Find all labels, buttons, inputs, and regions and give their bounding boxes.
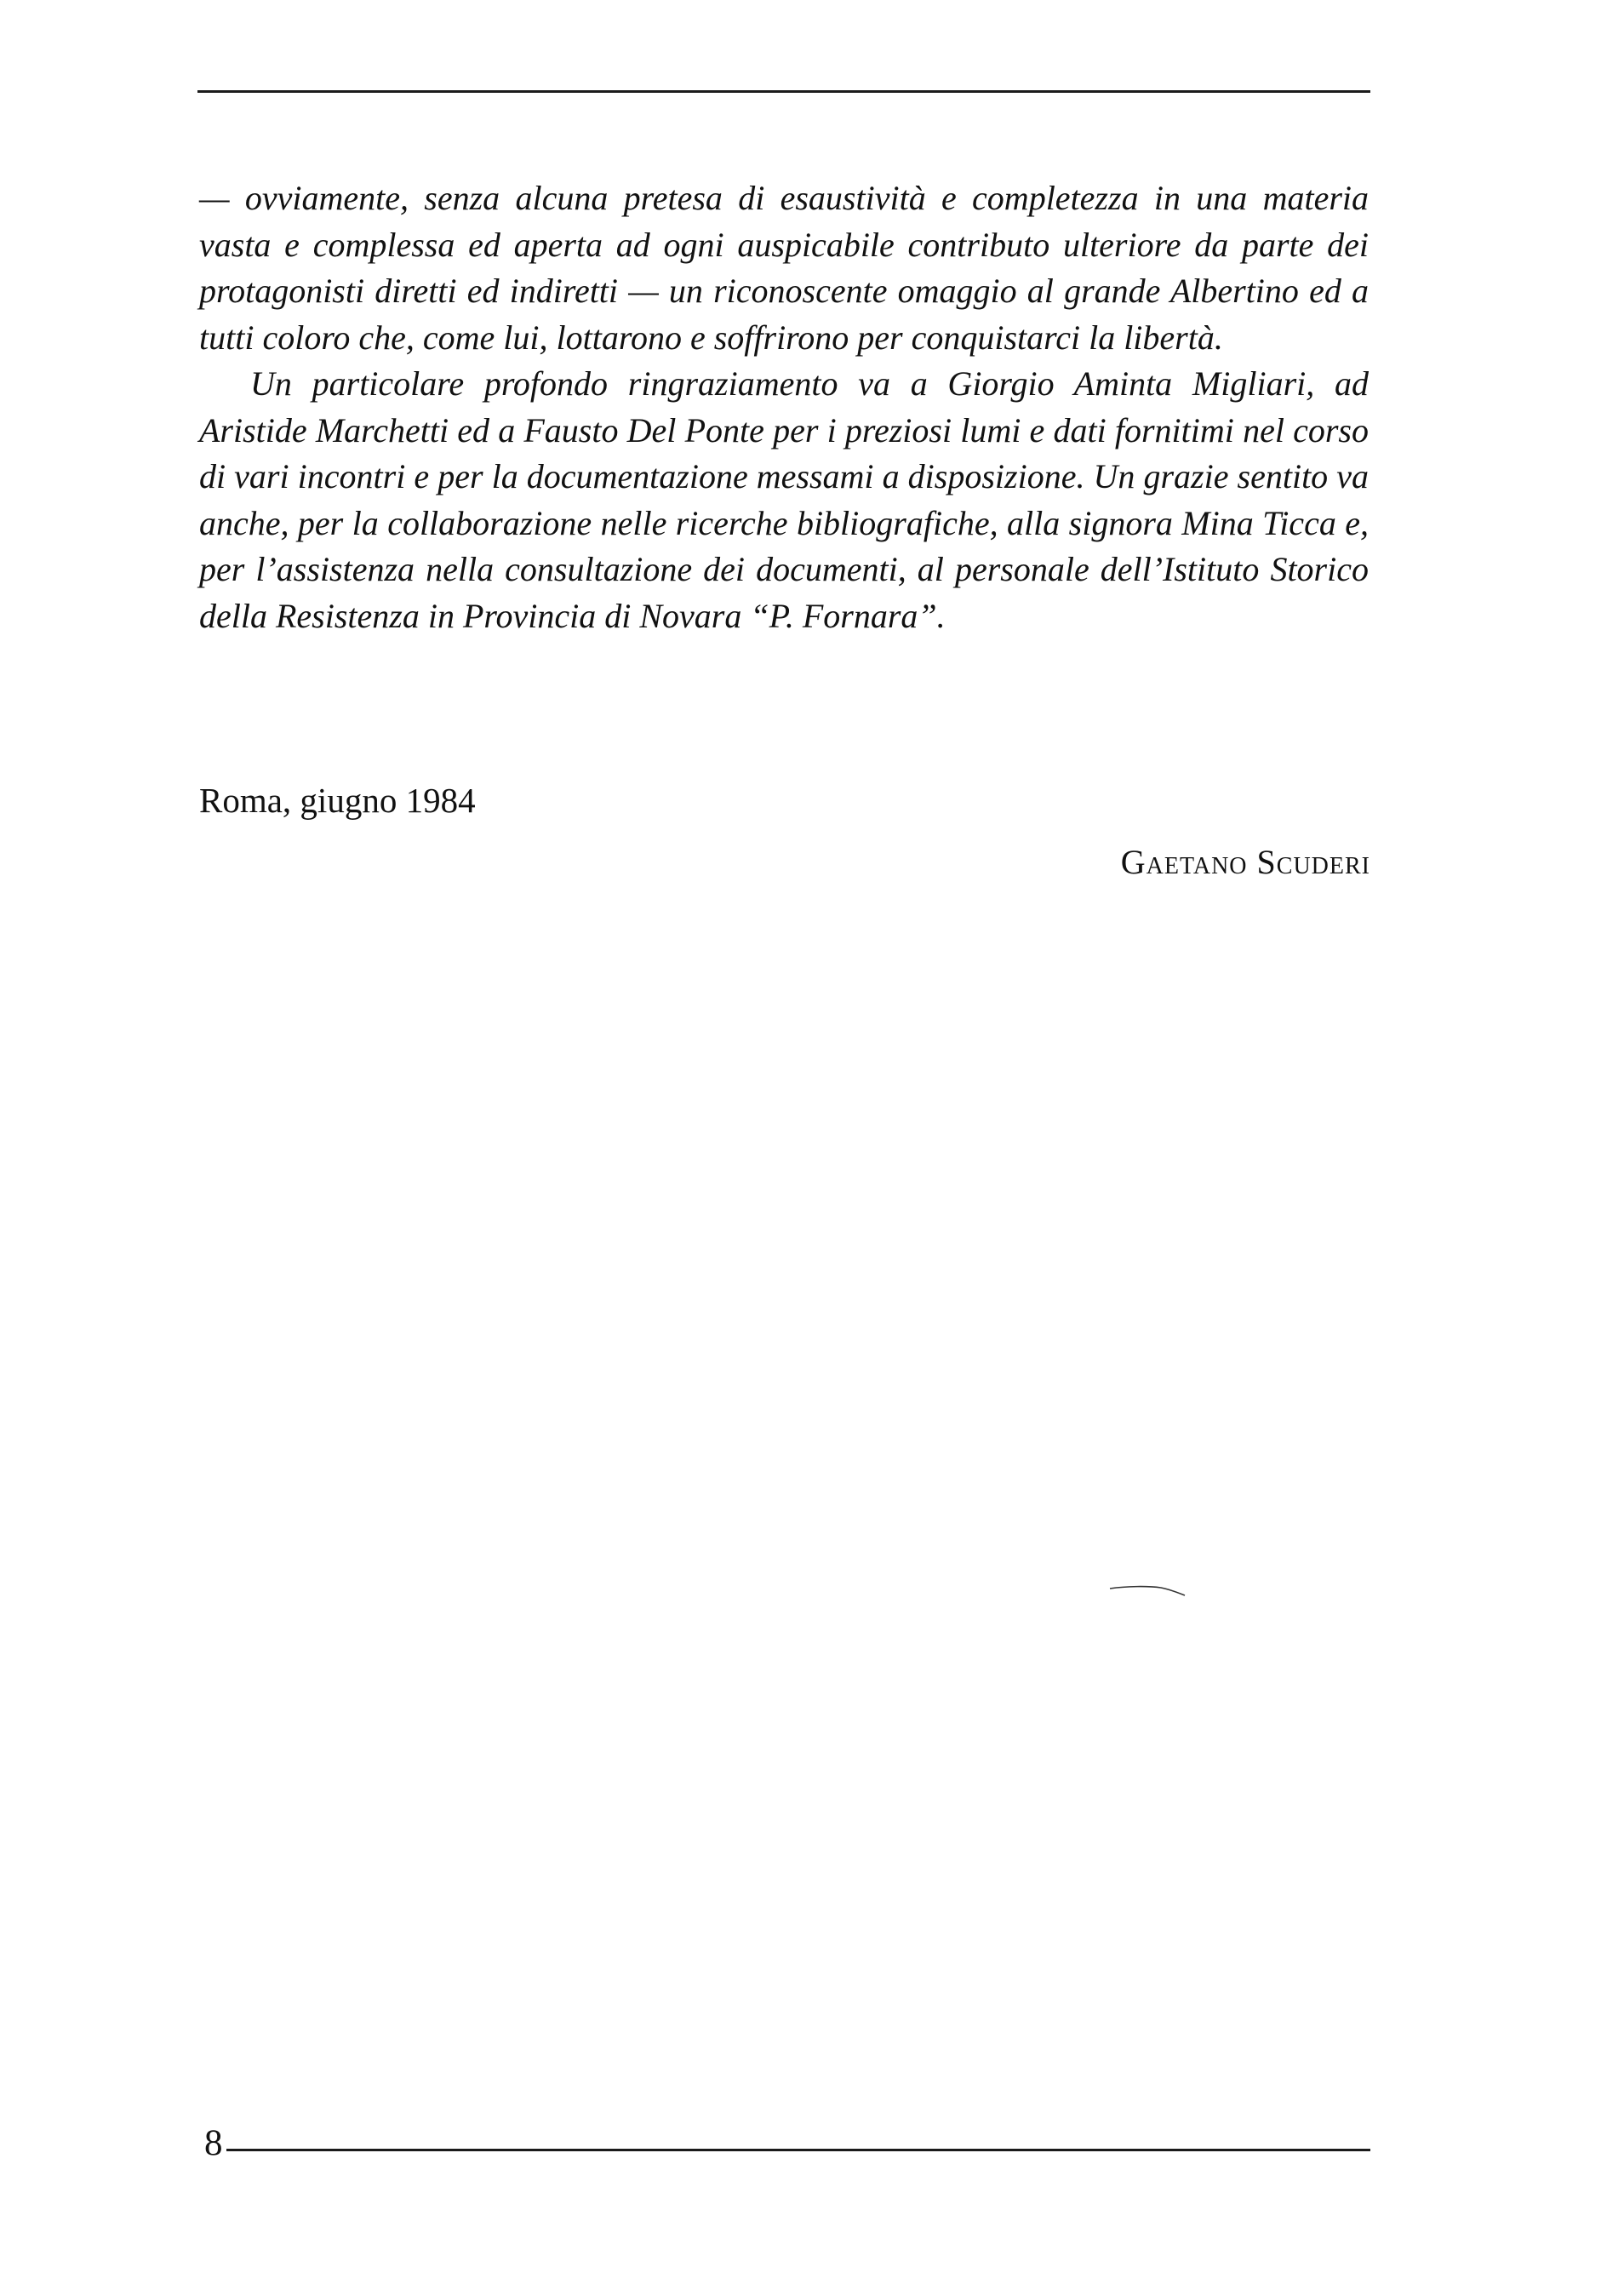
bottom-rule	[226, 2149, 1371, 2151]
ink-smudge	[1108, 1583, 1187, 1597]
main-text	[199, 175, 1369, 639]
top-rule	[197, 90, 1370, 93]
page-number: 8	[204, 2123, 223, 2163]
place-date: Roma, giugno 1984	[199, 781, 476, 820]
paragraph-1: — ovviamente, senza alcuna pretesa di esaustività e completezza in una materia vasta e complessa ed aperta ad ogni auspicabile contributo ulteriore da parte dei protagonisti diretti ed indiretti — un riconoscente omaggio al grande Albertino ed a tutti coloro che, come lui, lottarono e soffrirono per conquistarci la libertà.	[199, 179, 1369, 357]
page-footer	[204, 2122, 1370, 2165]
author-signature: Gaetano Scuderi	[1120, 843, 1370, 881]
paragraph-2: Un particolare profondo ringraziamento va a Giorgio Aminta Migliari, ad Aristide Marchetti ed a Fausto Del Ponte per i preziosi lumi e dati fornitimi nel corso di vari incontri e per la documentazione messami a disposizione. Un grazie sentito va anche, per la collaborazione nelle ricerche bibliografiche, alla signora Mina Ticca e, per l’assistenza nella consultazione dei documenti, al personale dell’Istituto Storico della Resistenza in Provincia di Novara “P. Fornara”.	[199, 364, 1369, 635]
